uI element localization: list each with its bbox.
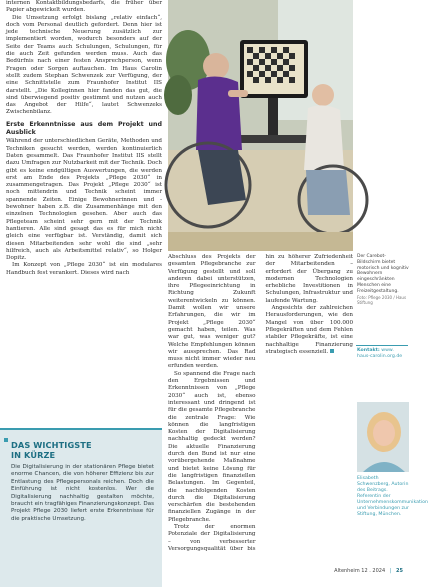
contact-website: www. <box>381 348 394 353</box>
caption-text: Der Carebot-Bildschirm bietet motorisch und kognitiv Bewohnern eingeschränkten Menschen eine Freizeitgestaltung. <box>357 254 409 294</box>
issue-number: 12 . 2024 <box>361 568 386 574</box>
article-end-square-icon <box>330 349 334 353</box>
paragraph: Die Umsetzung erfolgt bislang „relativ einfach“, doch vom Personal deutlich gefordert. Denn hier ist jede technische Neuerung zusätzlich zur implementiert worden, wodurch besonders auf der Seite der Teams auch Schulungen, Schulungen, für die auch Zeit gefunden werden muss. Auch das Bedürfnis nach einer festen Ansprechperson, wenn Fragen oder Sorgen auftauchen. Im Haus Carolin stellt zudem Stephan Schwenzek zur Verfügung, der eine Schnittstelle zum Fraunhofer Institut IIS darstellt. „Die Kolleginnen hier fanden das gut, die sind überwiegend positiv gestimmt und nutzen auch das Angebot der Hilfe“, lautet Schwenzeks Zwischenbilanz. <box>6 14 162 116</box>
left-article-column <box>6 0 162 422</box>
paragraph: Während der unterschiedlichen Geräte, Methoden und Techniken gesucht werden, werden kontinuierlich Daten gesammelt. Das Fraunhofer Institut IIS stellt dazu Umfragen zur Nutzbarkeit mit der Technik. Doch gibt es keine endgültigen Auswertungen, die werden erst am Ende des Projekts „Pflege 2030“ in zusammengetragen. Das Projekt „Pflege 2030“ ist noch mittendrin und Technik scheint immer spannende Zeiten. Einige Bewohnerinnen und -bewohner haben z.B. die Zusammenhänge mit den einzelnen Technologien gesehen. Aber auch das Pflegeteam scheint sehr gern mit der Technik hantieren. Alle sind gesagt das es für mich nicht gleich eine verfügbar ist. Verständig, damit sich diesen Mitarbeitenden sehr wohl die sind „sehr hilfreich, auch als Arbeitsmittel relativ“, so Holger Dopitz. <box>6 138 162 262</box>
portrait-illustration <box>357 402 409 472</box>
paragraph: internen Kontaktbildungsbedarfs, die früher über Papier abgewickelt wurden. <box>6 0 162 14</box>
contact-link[interactable]: haus-carolin.org.de <box>357 354 403 359</box>
summary-title <box>11 441 162 460</box>
contact-info <box>357 348 411 360</box>
article-photo <box>168 0 353 251</box>
contact-label: Kontakt: <box>357 348 380 353</box>
paragraph-text: Angesichts der zahlreichen Herausforderungen, wie den Mangel von über 100.000 Pflegekräften und dem Fehlen stabiler Pflegekräfte, ist eine nachhaltige Finanzierung strategisch essenziell. <box>265 305 353 355</box>
summary-box <box>0 428 162 587</box>
footer-separator: | <box>389 568 392 574</box>
magazine-name: Altenheim <box>334 568 360 574</box>
paragraph: So spannend die Frage nach den Ergebnissen und Erkenntnissen von „Pflege 2030“ auch ist, ebenso interessant und dringend ist für die gesamte Pflegebranche die zentrale Frage: Wie können die langfristigen Kosten der Digitalisierung nachhaltig gedeckt werden? Die aktuelle Finanzierung durch den Bund ist nur eine vorübergehende Maßnahme und bietet keine Lösung für die langfristigen finanziellen Belastungen. Im Gegenteil, die nachfolgenden Kosten durch die Digitalisierung verschärfen die bestehenden finanziellen Zugänge in der Pflegebranche. <box>168 370 256 523</box>
section-heading: Erste Erkenntnisse aus dem Projekt und Ausblick <box>6 120 162 136</box>
paragraph <box>266 305 354 356</box>
summary-marker-icon <box>4 438 8 442</box>
sidebar-divider <box>356 345 408 346</box>
summary-title-line: DAS WICHTIGSTE <box>11 440 92 450</box>
paragraph: Im Konzept von „Pflege 2030“ ist ein modulares Handbuch fest verankert. Dieses wird nach <box>6 262 162 276</box>
photo-illustration <box>168 0 353 251</box>
summary-text: Die Digitalisierung in der stationären Pflege bietet enorme Chancen, die von höherer Effizienz bis zur Entlastung des Pflegepersonals reichen. Doch die Einführung ist nicht kostenlos. Wer die Digitalisierung nachhaltig gestalten möchte, braucht ein tragfähiges Finanzierungskonzept. Das Projekt Pflege 2030 liefert erste Erkenntnisse für die praktische Umsetzung. <box>11 464 154 522</box>
photo-credit: Foto: Pflege 2030 / Haus Stiftung <box>357 294 407 306</box>
page-number: 25 <box>396 568 403 574</box>
paragraph: Trotz der enormen Potenziale der Digitalisierung – von verbesserter Versorgungsqualität über bis hin zu höherer Zufriedenheit der Mitarbeitenden – erfordert der Übergang zu modernen Technologien erhebliche Investitionen in Schulungen, Infrastruktur und laufende Wartung. <box>168 254 353 552</box>
page-footer <box>334 568 403 574</box>
author-portrait <box>357 402 409 472</box>
paragraph: Abschluss des Projekts der gesamten Pflegebranche zur Verfügung gestellt und soll anderen dabei unterstützen, ihre Pflegeeinrichtung in Richtung Zukunft weiterentwickeln zu können. Damit wollen wir unsere Erfahrungen, die wir im Projekt „Pflege 2030“ gemacht haben, teilen. Was war gut, was weniger gut? Welche Empfehlungen können wir aussprechen. Das Rad muss nicht immer wieder neu erfunden werden. <box>168 254 256 370</box>
author-caption: Elisabeth Schwenzberg, Autorin des Beitrags. Referentin der Unternehmenskommunikation und Verbindungen zur Stiftung, München. <box>357 476 428 517</box>
summary-title-line: IN KÜRZE <box>11 449 56 460</box>
middle-article-columns <box>168 254 353 554</box>
photo-caption <box>357 254 409 306</box>
